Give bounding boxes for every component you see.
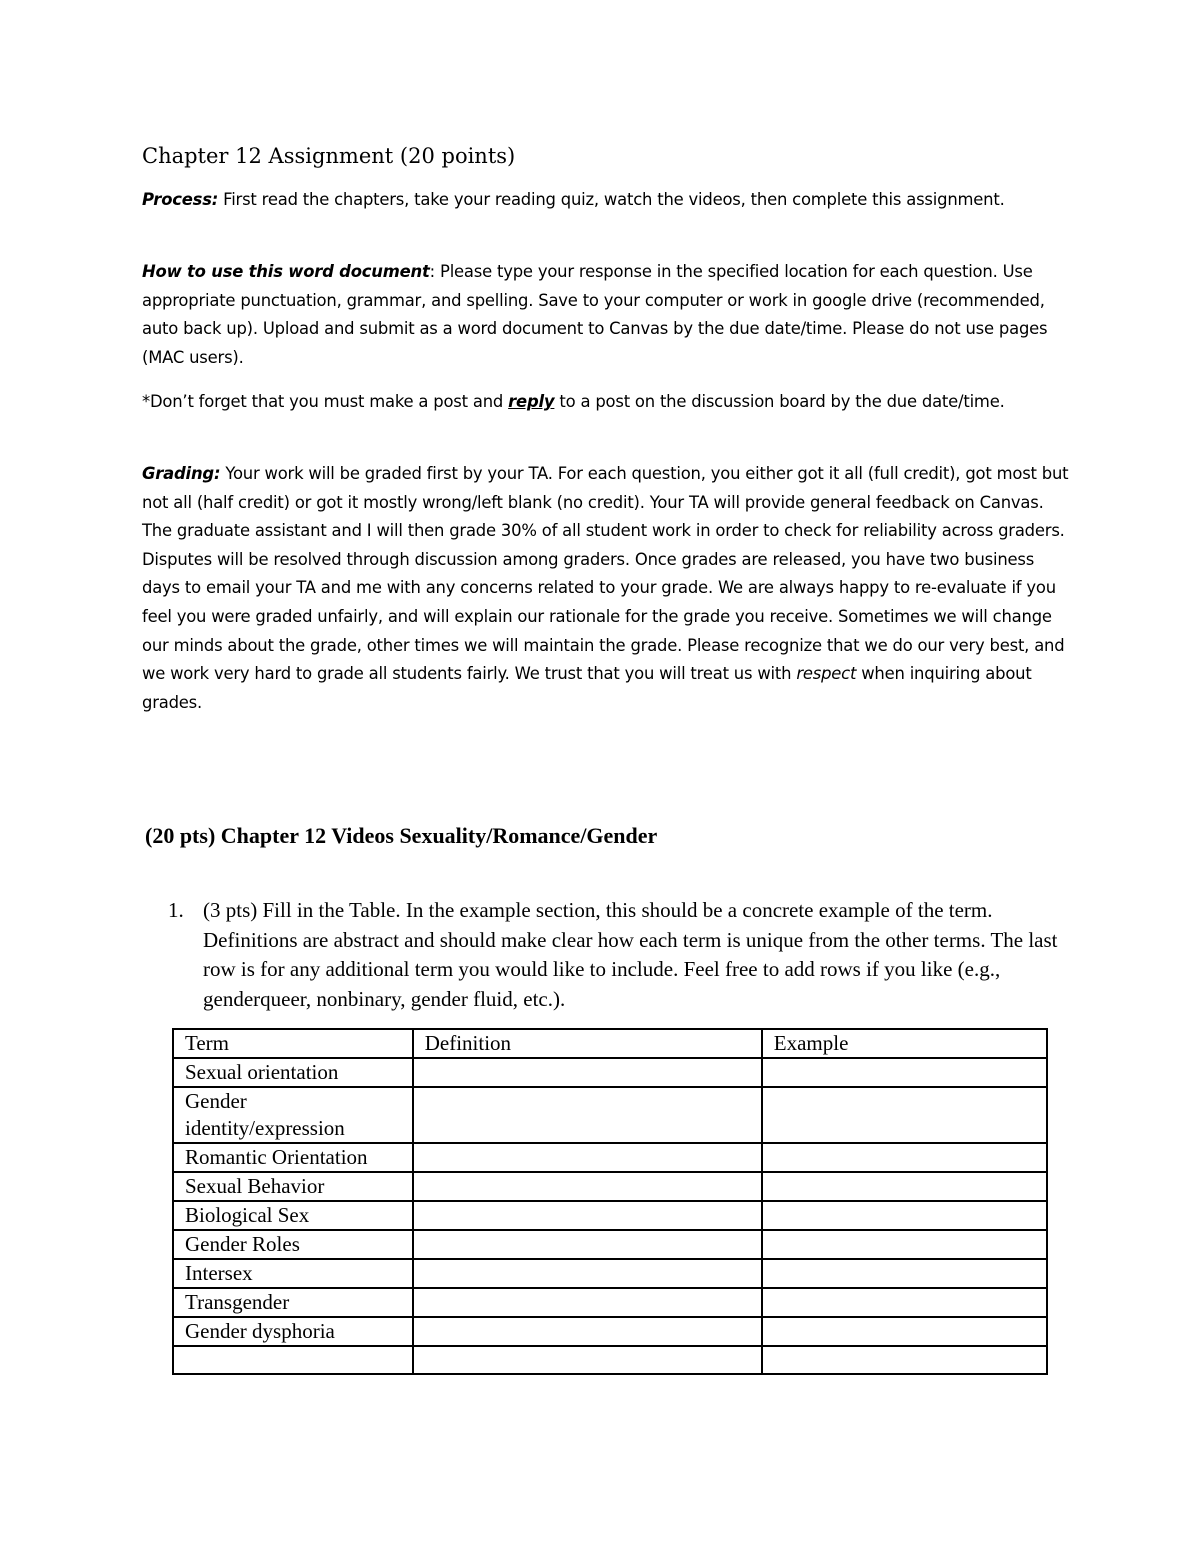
grading-label: Grading:: [142, 464, 221, 483]
terms-table: [172, 1028, 1048, 1375]
how-to-text: : Please type your response in the specified location for each question. Use appropriate punctuation, grammar, and spelling. Save to your computer or work in google drive (recommended, auto back up). Upload and submit as a word document to Canvas by the due date/time. Please do not use pages (MAC users).: [142, 262, 1048, 367]
table-row: [173, 1230, 1047, 1259]
table-row: [173, 1288, 1047, 1317]
note-text-before: *Don’t forget that you must make a post and: [142, 392, 509, 411]
definition-cell[interactable]: [413, 1259, 762, 1288]
example-cell[interactable]: [762, 1259, 1047, 1288]
table-row: [173, 1317, 1047, 1346]
grading-respect-emphasis: respect: [796, 664, 857, 684]
definition-cell[interactable]: [413, 1058, 762, 1087]
question-number: 1.: [168, 898, 184, 922]
section-heading: (20 pts) Chapter 12 Videos Sexuality/Romance/Gender: [145, 823, 658, 848]
process-text: First read the chapters, take your reading quiz, watch the videos, then complete this assignment.: [218, 190, 1005, 209]
definition-cell[interactable]: [413, 1317, 762, 1346]
definition-cell[interactable]: [413, 1201, 762, 1230]
example-cell[interactable]: [762, 1143, 1047, 1172]
term-cell[interactable]: [173, 1346, 413, 1374]
definition-cell[interactable]: [413, 1087, 762, 1143]
table-row: [173, 1143, 1047, 1172]
how-to-paragraph: [142, 258, 1072, 372]
term-cell: Gender Roles: [173, 1230, 413, 1259]
term-cell: Gender identity/expression: [173, 1087, 413, 1143]
discussion-note-paragraph: [142, 388, 1072, 417]
table-row: [173, 1172, 1047, 1201]
example-cell[interactable]: [762, 1058, 1047, 1087]
term-cell: Transgender: [173, 1288, 413, 1317]
assignment-title: Chapter 12 Assignment (20 points): [142, 144, 516, 168]
definition-cell[interactable]: [413, 1172, 762, 1201]
note-reply-emphasis: reply: [508, 392, 555, 411]
table-row: [173, 1346, 1047, 1374]
header-term: Term: [173, 1029, 413, 1058]
term-cell: Romantic Orientation: [173, 1143, 413, 1172]
note-text-after: to a post on the discussion board by the due date/time.: [554, 392, 1005, 411]
process-label: Process:: [142, 190, 219, 209]
question-1: [168, 896, 1058, 1014]
grading-text-after: when inquiring about grades.: [142, 664, 1032, 712]
table-row: [173, 1058, 1047, 1087]
header-definition: Definition: [413, 1029, 762, 1058]
term-cell: Biological Sex: [173, 1201, 413, 1230]
process-paragraph: [142, 186, 1072, 215]
definition-cell[interactable]: [413, 1288, 762, 1317]
grading-paragraph: [142, 460, 1072, 717]
example-cell[interactable]: [762, 1317, 1047, 1346]
header-example: Example: [762, 1029, 1047, 1058]
example-cell[interactable]: [762, 1230, 1047, 1259]
definition-cell[interactable]: [413, 1230, 762, 1259]
question-text: (3 pts) Fill in the Table. In the example section, this should be a concrete example of the term. Definitions are abstract and should make clear how each term is unique from the other terms. The last row is for any additional term you would like to include. Feel free to add rows if you like (e.g., genderqueer, nonbinary, gender fluid, etc.).: [203, 898, 1058, 1011]
example-cell[interactable]: [762, 1346, 1047, 1374]
example-cell[interactable]: [762, 1172, 1047, 1201]
example-cell[interactable]: [762, 1288, 1047, 1317]
term-cell: Sexual orientation: [173, 1058, 413, 1087]
example-cell[interactable]: [762, 1087, 1047, 1143]
definition-cell[interactable]: [413, 1346, 762, 1374]
table-row: [173, 1201, 1047, 1230]
term-cell: Gender dysphoria: [173, 1317, 413, 1346]
table-header-row: [173, 1029, 1047, 1058]
definition-cell[interactable]: [413, 1143, 762, 1172]
grading-text-before: Your work will be graded first by your TA. For each question, you either got it all (full credit), got most but not all (half credit) or got it mostly wrong/left blank (no credit). Your TA will provide general feedback on Canvas. The graduate assistant and I will then grade 30% of all student work in order to check for reliability across graders. Disputes will be resolved through discussion among graders. Once grades are released, you have two business days to email your TA and me with any concerns related to your grade. We are always happy to re-evaluate if you feel you were graded unfairly, and will explain our rationale for the grade you receive. Sometimes we will change our minds about the grade, other times we will maintain the grade. Please recognize that we do our very best, and we work very hard to grade all students fairly. We trust that you will treat us with: [142, 464, 1069, 684]
term-cell: Sexual Behavior: [173, 1172, 413, 1201]
table-row: [173, 1259, 1047, 1288]
term-cell: Intersex: [173, 1259, 413, 1288]
example-cell[interactable]: [762, 1201, 1047, 1230]
how-to-label: How to use this word document: [142, 262, 430, 281]
table-row: [173, 1087, 1047, 1143]
